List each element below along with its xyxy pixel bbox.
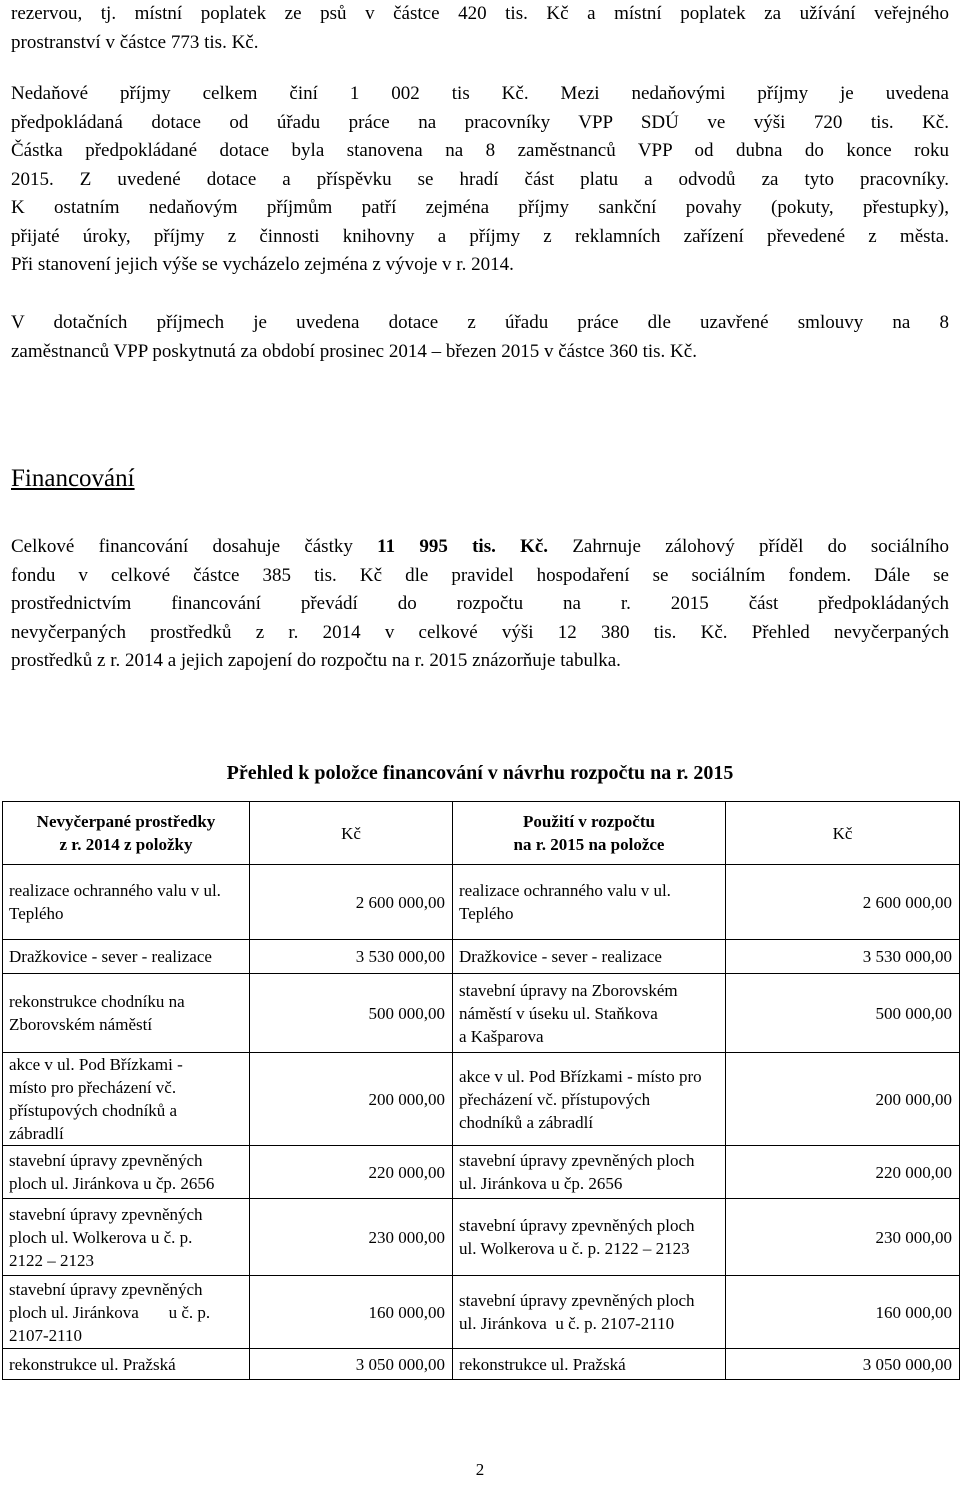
source-cell — [3, 1199, 250, 1276]
cell-line: ul. Wolkerova u č. p. 2122 – 2123 — [459, 1239, 690, 1258]
cell-line: realizace ochranného valu v ul. — [459, 881, 671, 900]
cell-line: stavební úpravy zpevněných — [9, 1151, 203, 1170]
cell-line: zábradlí — [9, 1124, 64, 1143]
text-fragment: Zahrnuje zálohový příděl do sociálního — [548, 536, 949, 557]
cell-line: realizace ochranného valu v ul. — [9, 881, 221, 900]
text-line: přijaté úroky, příjmy z činnosti knihovny a příjmy z reklamních zařízení převedené z města. — [11, 225, 949, 247]
cell-line: ul. Jiránkova u č. p. 2107-2110 — [459, 1314, 675, 1333]
table-row — [3, 940, 960, 974]
cell-line: rekonstrukce chodníku na — [9, 992, 185, 1011]
amount-2-cell: 200 000,00 — [726, 1053, 960, 1146]
cell-line: stavební úpravy zpevněných — [9, 1204, 203, 1224]
cell-line: ul. Jiránkova u čp. 2656 — [459, 1174, 623, 1193]
use-cell — [453, 865, 726, 940]
amount-cell: 220 000,00 — [250, 1146, 453, 1199]
cell-line: akce v ul. Pod Břízkami - — [9, 1055, 183, 1074]
text-line: fondu v celkové částce 385 tis. Kč dle pravidel hospodaření se sociálním fondem. Dále se — [11, 564, 949, 586]
cell-line: chodníků a zábradlí — [459, 1112, 594, 1132]
amount-cell: 160 000,00 — [250, 1276, 453, 1349]
table-row — [3, 1146, 960, 1199]
cell-line: a Kašparova — [459, 1026, 544, 1046]
cell-line: Teplého — [9, 904, 64, 923]
amount-2-cell: 3 530 000,00 — [726, 940, 960, 974]
header-amount-2: Kč — [726, 802, 960, 865]
cell-line: akce v ul. Pod Břízkami - místo pro — [459, 1066, 702, 1086]
financing-table — [2, 801, 960, 1380]
amount-2-cell: 2 600 000,00 — [726, 865, 960, 940]
cell-line: přecházení vč. přístupových — [459, 1089, 651, 1109]
use-cell — [453, 1349, 726, 1380]
cell-line: přístupových chodníků a — [9, 1101, 178, 1120]
amount-cell: 200 000,00 — [250, 1053, 453, 1146]
cell-line: Dražkovice - sever - realizace — [459, 947, 662, 966]
cell-line: stavební úpravy zpevněných ploch — [459, 1151, 695, 1170]
amount-cell: 2 600 000,00 — [250, 865, 453, 940]
table-row — [3, 974, 960, 1053]
source-cell — [3, 974, 250, 1053]
table-row — [3, 1199, 960, 1276]
amount-2-cell: 500 000,00 — [726, 974, 960, 1053]
text-line: předpokládaná dotace od úřadu práce na pracovníky VPP SDÚ ve výši 720 tis. Kč. — [11, 111, 949, 133]
header-text: z r. 2014 z položky — [59, 835, 193, 854]
table-body — [3, 865, 960, 1380]
amount-cell: 3 050 000,00 — [250, 1349, 453, 1380]
cell-line: stavební úpravy zpevněných — [9, 1279, 203, 1299]
table-row — [3, 1349, 960, 1380]
total-amount: 11 995 tis. Kč. — [377, 536, 549, 557]
text-line: Při stanovení jejich výše se vycházelo zejména z vývoje v r. 2014. — [11, 254, 514, 275]
intro-paragraph — [11, 0, 949, 57]
use-cell — [453, 1276, 726, 1349]
amount-2-cell: 3 050 000,00 — [726, 1349, 960, 1380]
cell-line: ploch ul. Jiránkova u čp. 2656 — [9, 1174, 215, 1193]
text-line: 2015. Z uvedené dotace a příspěvku se hradí část platu a odvodů za tyto pracovníky. — [11, 168, 949, 190]
use-cell — [453, 940, 726, 974]
cell-line: stavební úpravy zpevněných ploch — [459, 1291, 695, 1310]
amount-cell: 3 530 000,00 — [250, 940, 453, 974]
table-row — [3, 1276, 960, 1349]
text-line: Částka předpokládané dotace byla stanovena na 8 zaměstnanců VPP od dubna do konce roku — [11, 140, 949, 161]
cell-line: rekonstrukce ul. Pražská — [9, 1354, 176, 1374]
text-line: rezervou, tj. místní poplatek ze psů v částce 420 tis. Kč a místní poplatek za užívání veřejného — [11, 3, 949, 24]
cell-line: náměstí v úseku ul. Staňkova — [459, 1003, 658, 1023]
text-line: prostranství v částce 773 tis. Kč. — [11, 31, 259, 53]
amount-2-cell: 220 000,00 — [726, 1146, 960, 1199]
header-amount: Kč — [250, 802, 453, 865]
text-line: nevyčerpaných prostředků z r. 2014 v celkové výši 12 380 tis. Kč. Přehled nevyčerpaných — [11, 621, 949, 643]
source-cell — [3, 1146, 250, 1199]
page-number: 2 — [475, 1460, 485, 1479]
cell-line: rekonstrukce ul. Pražská — [459, 1354, 626, 1374]
amount-cell: 230 000,00 — [250, 1199, 453, 1276]
subsidy-paragraph — [11, 309, 949, 366]
use-cell — [453, 974, 726, 1053]
source-cell — [3, 1349, 250, 1380]
amount-2-cell: 160 000,00 — [726, 1276, 960, 1349]
cell-line: ploch ul. Wolkerova u č. p. — [9, 1227, 193, 1247]
table-row — [3, 865, 960, 940]
text-line: K ostatním nedaňovým příjmům patří zejména příjmy sankční povahy (pokuty, přestupky), — [11, 197, 949, 218]
header-use — [453, 802, 726, 865]
text-line: prostřednictvím financování převádí do rozpočtu na r. 2015 část předpokládaných — [11, 593, 949, 614]
header-text: Nevyčerpané prostředky — [36, 812, 216, 831]
amount-cell: 500 000,00 — [250, 974, 453, 1053]
table-title — [0, 762, 960, 785]
use-cell — [453, 1146, 726, 1199]
text-line — [11, 533, 949, 562]
cell-line: Dražkovice - sever - realizace — [9, 947, 212, 966]
text-line: Nedaňové příjmy celkem činí 1 002 tis Kč. Mezi nedaňovými příjmy je uvedena — [11, 83, 949, 104]
cell-line: místo pro přecházení vč. — [9, 1078, 177, 1097]
source-cell — [3, 940, 250, 974]
nontax-paragraph — [11, 80, 949, 280]
use-cell — [453, 1053, 726, 1146]
cell-line: Teplého — [459, 904, 514, 923]
text-line: V dotačních příjmech je uvedena dotace z úřadu práce dle uzavřené smlouvy na 8 — [11, 312, 949, 333]
text-line: prostředků z r. 2014 a jejich zapojení do rozpočtu na r. 2015 znázorňuje tabulka. — [11, 650, 621, 671]
section-heading: Financování — [11, 465, 135, 492]
use-cell — [453, 1199, 726, 1276]
source-cell — [3, 1053, 250, 1146]
financing-paragraph — [11, 533, 949, 676]
table-title-text: Přehled k položce financování v návrhu rozpočtu na r. 2015 — [226, 762, 734, 784]
source-cell — [3, 1276, 250, 1349]
cell-line: Zborovském náměstí — [9, 1015, 153, 1034]
cell-line: 2122 – 2123 — [9, 1250, 94, 1270]
cell-line: 2107-2110 — [9, 1325, 83, 1345]
table-header-row — [3, 802, 960, 865]
amount-2-cell: 230 000,00 — [726, 1199, 960, 1276]
text-line: zaměstnanců VPP poskytnutá za období prosinec 2014 – březen 2015 v částce 360 tis. Kč. — [11, 340, 697, 362]
header-text: na r. 2015 na položce — [513, 835, 665, 854]
cell-line: ploch ul. Jiránkova u č. p. — [9, 1302, 211, 1322]
source-cell — [3, 865, 250, 940]
text-fragment: Celkové financování dosahuje částky — [11, 536, 378, 557]
table-row — [3, 1053, 960, 1146]
cell-line: stavební úpravy na Zborovském — [459, 980, 678, 1000]
cell-line: stavební úpravy zpevněných ploch — [459, 1216, 695, 1235]
header-source — [3, 802, 250, 865]
header-text: Použití v rozpočtu — [523, 812, 655, 831]
